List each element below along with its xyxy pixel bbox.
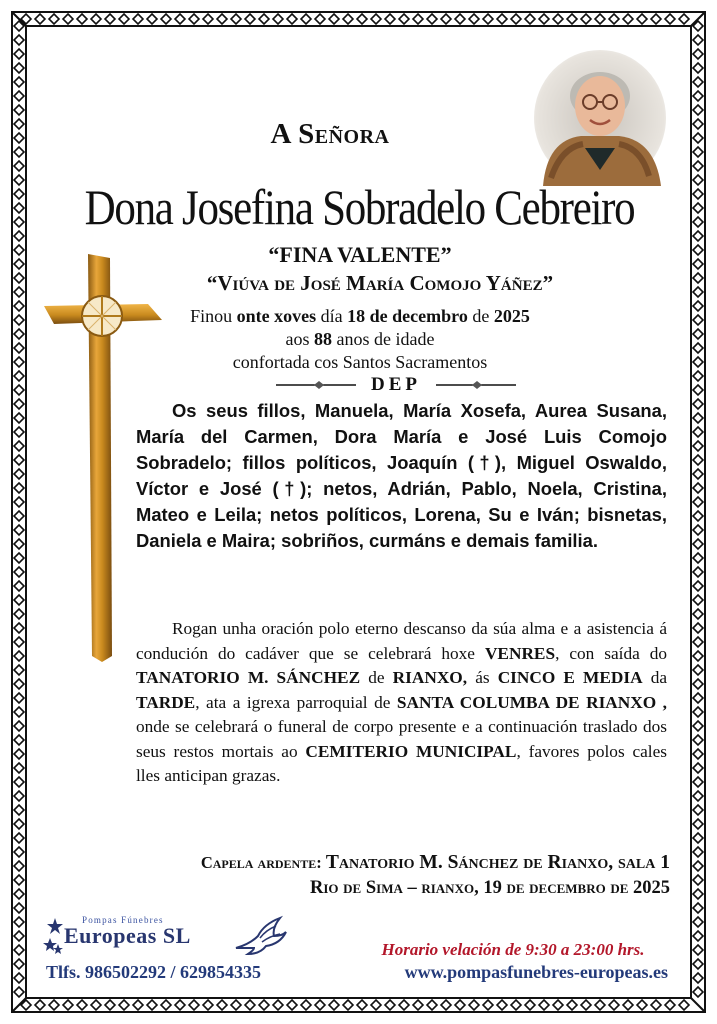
logo-name: Europeas SL bbox=[64, 923, 191, 948]
sacraments-line: confortada cos Santos Sacramentos bbox=[232, 352, 488, 372]
website-link[interactable]: www.pompasfunebres-europeas.es bbox=[404, 962, 668, 982]
viewing-hours: Horario velación de 9:30 a 23:00 hrs. bbox=[381, 940, 645, 959]
phone-numbers: Tlfs. 986502292 / 629854335 bbox=[46, 962, 262, 982]
place-date-line: Rio de Sima – rianxo, 19 de decembro de 2025 bbox=[310, 878, 670, 898]
logo-subtitle: Pompas Fúnebres bbox=[82, 915, 164, 925]
funeral-home-logo bbox=[42, 914, 292, 964]
prayer-text: Rogan unha oración polo eterno descanso da súa alma e a asistencia á condución do cadáver que se celebrará hoxe VENRES, con saída do TANATORIO M. SÁNCHEZ de RIANXO, ás CINCO E MEDIA da TARDE, ata a igrexa parroquial de SANTA COLUMBA DE RIANXO , onde se celebrará o funeral de corpo presente e a continuación traslado dos seus restos mortais ao CEMITERIO MUNICIPAL, favores polos cales lles anticipan grazas. bbox=[136, 619, 668, 785]
deceased-name: Dona Josefina Sobradelo Cebreiro bbox=[84, 179, 635, 235]
dep-separator bbox=[276, 376, 516, 396]
death-date-line: Finou onte xoves día 18 de decembro de 2025 bbox=[190, 306, 530, 326]
salutation-title: A Señora bbox=[270, 118, 390, 150]
deceased-portrait bbox=[533, 48, 667, 186]
widow-of-line: “Viúva de José María Comojo Yáñez” bbox=[206, 271, 554, 295]
dove-icon bbox=[230, 914, 290, 958]
chapel-line: Capela ardente: Tanatorio M. Sánchez de Rianxo, sala 1 bbox=[200, 852, 670, 873]
dep-label: DEP bbox=[371, 374, 421, 395]
age-line: aos 88 anos de idade bbox=[285, 329, 435, 349]
deceased-nickname: “FINA VALENTE” bbox=[268, 242, 452, 267]
family-text: Os seus fillos, Manuela, María Xosefa, Aurea Susana, María del Carmen, Dora María e José Luis Comojo Sobradelo; fillos políticos, Joaquín (†), Miguel Oswaldo, Víctor e José (†); netos, Adrián, Pablo, Noela, Cristina, Mateo e Leila; netos políticos, Lorena, Su e Iván; bisnetas, Daniela e Maira; sobriños, curmáns e demais familia. bbox=[136, 400, 667, 551]
